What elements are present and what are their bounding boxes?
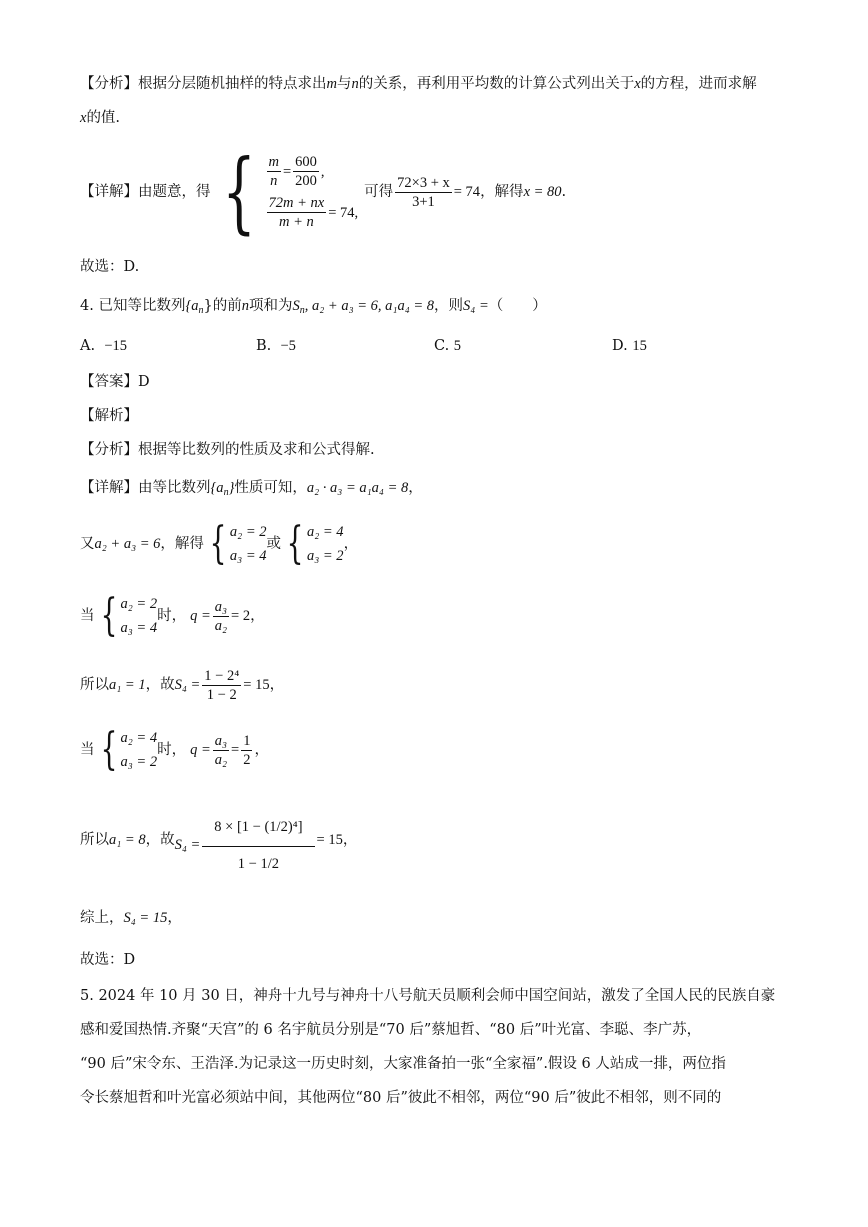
question-5-line-4: 令长蔡旭哲和叶光富必须站中间，其他两位“80 后”彼此不相邻，两位“90 后”彼此不相邻，则不同的 bbox=[80, 1090, 722, 1106]
option-b: B. −5 bbox=[256, 338, 296, 354]
question-5-line-2: 感和爱国热情.齐聚“天宫”的 6 名宇航员分别是“70 后”蔡旭哲、“80 后”叶光富、李聪、李广苏， bbox=[80, 1022, 702, 1038]
detail-2: 【详解】由等比数列$\{a_n\}$性质可知，a₂ · a₃ = a₁a₄ = 8， bbox=[80, 480, 423, 498]
analysis-2: 【分析】根据等比数列的性质及求和公式得解. bbox=[80, 442, 375, 458]
result-2: 所以 a₁ = 8 ，故 S₄ = $\frac{\text{8 × [1 − (1/2)⁴]}}{1 - 1/2}$ = 15 ， bbox=[80, 792, 357, 888]
choose-1: 故选：D. bbox=[80, 259, 140, 275]
option-a: A. −15 bbox=[80, 338, 127, 354]
solve-line: 又 a₂ + a₃ = 6 ，解得 { a₂ = 2 a₃ = 4 或 { a₂ = 4 a₃ = 2 ， bbox=[80, 518, 359, 569]
result-x: x = 80 bbox=[523, 184, 562, 200]
equation-system: $\frac{m}{n}$ = $\frac{600}{200}$ , $\frac{72m + nx}{m + n}$ = 74, bbox=[268, 154, 359, 230]
analysis-paragraph-cont: x的值. bbox=[80, 110, 121, 126]
choose-2: 故选：D bbox=[80, 952, 136, 968]
case-1: 当 { a₂ = 2 a₃ = 4 时， q = $\frac{\text{a₃}}{\text{a₂}}$ = 2 ， bbox=[80, 590, 265, 641]
analysis-tag: 【分析】 bbox=[80, 76, 138, 92]
system-brace: { bbox=[221, 140, 256, 243]
brace-2: { bbox=[286, 518, 304, 569]
summary: 综上，S₄ = 15， bbox=[80, 910, 182, 926]
detail-system: 【详解】 由题意，得 { $\frac{m}{n}$ = $\frac{600}{200}$ , $\frac{72m + nx}{m + n}$ = 74, 可得 $\frac{72\times 3 + x}{3+1}$ = 74 ，解得 x = 80 . bbox=[80, 140, 567, 243]
detail-tag: 【详解】 bbox=[80, 184, 138, 200]
case-2: 当 { a₂ = 4 a₃ = 2 时， q = $\frac{\text{a₃}}{\text{a₂}}$ = $\frac{1}{2}$ ， bbox=[80, 724, 269, 775]
question-5-line-1: 5. 2024 年 10 月 30 日，神舟十九号与神舟十八号航天员顺利会师中国空间站，激发了全国人民的民族自豪 bbox=[80, 988, 776, 1004]
question-4-stem: 4. 已知等比数列$\{a_n\}$的前n项和为$S_n$, a₂ + a₃ = 6, a₁a₄ = 8，则S₄ =（ ） bbox=[80, 298, 547, 316]
result-1: 所以 a₁ = 1 ，故 S₄ = $\frac{\text{1 − 2⁴}}{1 - 2}$ = 15 ， bbox=[80, 667, 285, 703]
brace-1: { bbox=[209, 518, 227, 569]
analysis-paragraph: 【分析】根据分层随机抽样的特点求出m与n的关系，再利用平均数的计算公式列出关于x的方程，进而求解 bbox=[80, 76, 757, 92]
option-d: D. 15 bbox=[612, 338, 647, 354]
answer-label: 【答案】D bbox=[80, 374, 150, 390]
question-number: 4. bbox=[80, 298, 94, 314]
question-5-line-3: “90 后”宋令东、王浩泽.为记录这一历史时刻，大家准备拍一张“全家福”.假设 6 人站成一排，两位指 bbox=[80, 1056, 726, 1072]
option-c: C. 5 bbox=[434, 338, 462, 354]
jiexi-label: 【解析】 bbox=[80, 408, 138, 424]
